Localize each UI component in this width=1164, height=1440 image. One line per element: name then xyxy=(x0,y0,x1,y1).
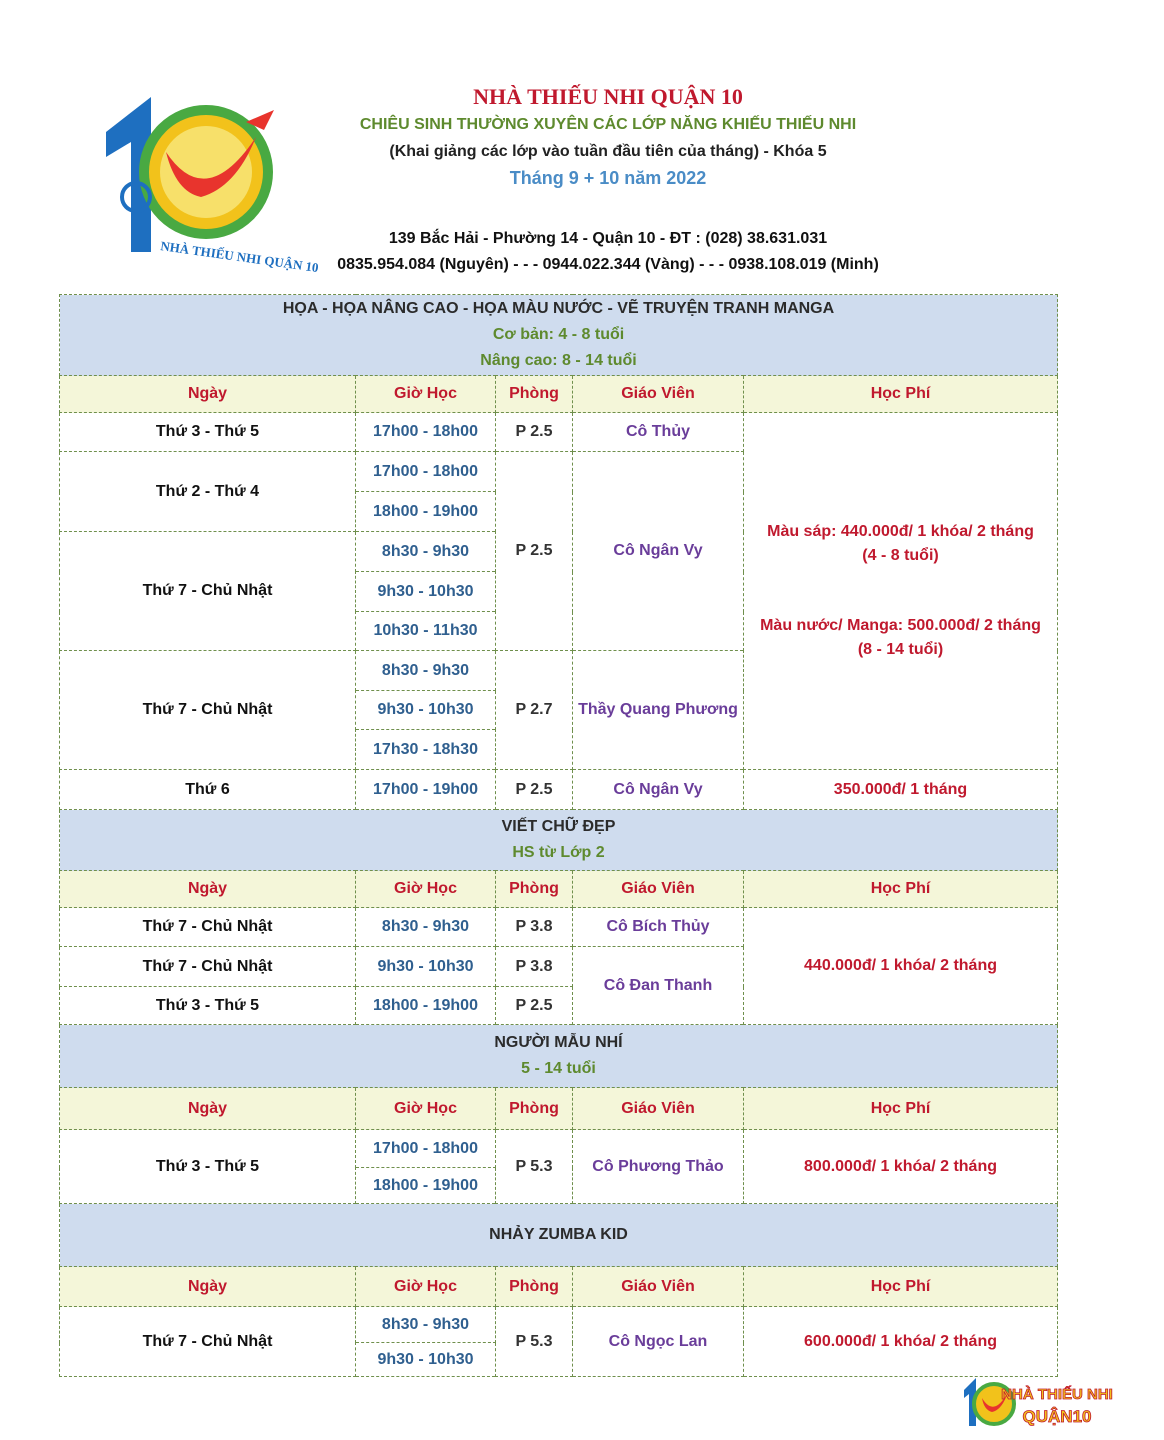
col-room: Phòng xyxy=(496,871,573,908)
fee-wax: Màu sáp: 440.000đ/ 1 khóa/ 2 tháng xyxy=(767,523,1034,540)
section-title: VIẾT CHỮ ĐẸP xyxy=(501,818,616,835)
period-label: Tháng 9 + 10 năm 2022 xyxy=(509,168,707,188)
col-room: Phòng xyxy=(496,1267,573,1307)
col-day: Ngày xyxy=(60,376,356,413)
room-cell: P 2.7 xyxy=(496,651,573,770)
table-row xyxy=(60,1307,1058,1343)
time-cell: 17h00 - 18h00 xyxy=(356,1130,496,1168)
section-title: NGƯỜI MẪU NHÍ xyxy=(494,1034,623,1051)
col-fee: Học Phí xyxy=(744,376,1058,413)
time-cell: 8h30 - 9h30 xyxy=(356,532,496,572)
day-cell: Thứ 7 - Chủ Nhật xyxy=(60,947,356,987)
enrollment-subtitle: CHIÊU SINH THƯỜNG XUYÊN CÁC LỚP NĂNG KHIẾU THIẾU NHI xyxy=(359,116,857,133)
room-cell: P 5.3 xyxy=(496,1307,573,1377)
col-day: Ngày xyxy=(60,1088,356,1130)
col-room: Phòng xyxy=(496,376,573,413)
col-teacher: Giáo Viên xyxy=(573,871,744,908)
room-cell: P 2.5 xyxy=(496,770,573,810)
day-cell: Thứ 7 - Chủ Nhật xyxy=(60,1307,356,1377)
section-title: NHẢY ZUMBA KID xyxy=(489,1226,628,1243)
time-cell: 18h00 - 19h00 xyxy=(356,492,496,532)
col-time: Giờ Học xyxy=(356,1088,496,1130)
fee-water: Màu nước/ Manga: 500.000đ/ 2 tháng xyxy=(760,617,1041,634)
teacher-cell: Cô Ngân Vy xyxy=(573,452,744,651)
col-time: Giờ Học xyxy=(356,376,496,413)
address-line: 139 Bắc Hải - Phường 14 - Quận 10 - ĐT : (028) 38.631.031 xyxy=(388,230,828,247)
teacher-cell: Cô Phương Thảo xyxy=(573,1130,744,1204)
teacher-cell: Cô Ngọc Lan xyxy=(573,1307,744,1377)
phone-line: 0835.954.084 (Nguyên) - - - 0944.022.344 (Vàng) - - - 0938.108.019 (Minh) xyxy=(337,256,879,273)
opening-note: (Khai giảng các lớp vào tuần đầu tiên của tháng) - Khóa 5 xyxy=(389,143,827,160)
room-cell: P 2.5 xyxy=(496,452,573,651)
section-header-calligraphy xyxy=(60,810,1058,871)
time-cell: 10h30 - 11h30 xyxy=(356,612,496,651)
col-fee: Học Phí xyxy=(744,1267,1058,1307)
section-subtitle: Nâng cao: 8 - 14 tuổi xyxy=(480,352,637,369)
time-cell: 9h30 - 10h30 xyxy=(356,572,496,612)
col-day: Ngày xyxy=(60,871,356,908)
teacher-cell: Thầy Quang Phương xyxy=(573,651,744,770)
time-cell: 9h30 - 10h30 xyxy=(356,691,496,730)
day-cell: Thứ 6 xyxy=(60,770,356,810)
teacher-cell: Cô Bích Thủy xyxy=(573,908,744,947)
column-header-row xyxy=(60,376,1058,413)
day-cell: Thứ 3 - Thứ 5 xyxy=(60,413,356,452)
col-time: Giờ Học xyxy=(356,1267,496,1307)
schedule-table xyxy=(59,294,1058,1377)
time-cell: 9h30 - 10h30 xyxy=(356,947,496,987)
day-cell: Thứ 7 - Chủ Nhật xyxy=(60,532,356,651)
section-title: HỌA - HỌA NÂNG CAO - HỌA MÀU NƯỚC - VẼ TRUYỆN TRANH MANGA xyxy=(282,300,835,317)
fee-cell xyxy=(744,413,1058,770)
room-cell: P 2.5 xyxy=(496,413,573,452)
fee-cell: 600.000đ/ 1 khóa/ 2 tháng xyxy=(744,1307,1058,1377)
day-cell: Thứ 3 - Thứ 5 xyxy=(60,1130,356,1204)
section-header-art xyxy=(60,295,1058,376)
col-teacher: Giáo Viên xyxy=(573,1267,744,1307)
table-row xyxy=(60,770,1058,810)
time-cell: 17h00 - 18h00 xyxy=(356,452,496,492)
fee-cell: 350.000đ/ 1 tháng xyxy=(744,770,1058,810)
time-cell: 8h30 - 9h30 xyxy=(356,908,496,947)
room-cell: P 2.5 xyxy=(496,987,573,1025)
col-fee: Học Phí xyxy=(744,1088,1058,1130)
time-cell: 18h00 - 19h00 xyxy=(356,987,496,1025)
teacher-cell: Cô Đan Thanh xyxy=(573,947,744,1025)
room-cell: P 3.8 xyxy=(496,908,573,947)
col-teacher: Giáo Viên xyxy=(573,376,744,413)
section-subtitle: Cơ bản: 4 - 8 tuổi xyxy=(492,326,625,343)
section-header-model xyxy=(60,1025,1058,1088)
col-teacher: Giáo Viên xyxy=(573,1088,744,1130)
teacher-cell: Cô Ngân Vy xyxy=(573,770,744,810)
fee-cell: 440.000đ/ 1 khóa/ 2 tháng xyxy=(744,908,1058,1025)
time-cell: 18h00 - 19h00 xyxy=(356,1168,496,1204)
section-header-zumba xyxy=(60,1204,1058,1267)
room-cell: P 3.8 xyxy=(496,947,573,987)
time-cell: 17h30 - 18h30 xyxy=(356,730,496,770)
section-subtitle: HS từ Lớp 2 xyxy=(512,844,605,861)
room-cell: P 5.3 xyxy=(496,1130,573,1204)
column-header-row xyxy=(60,1088,1058,1130)
fee-water-age: (8 - 14 tuổi) xyxy=(857,641,944,658)
day-cell: Thứ 2 - Thứ 4 xyxy=(60,452,356,532)
table-row xyxy=(60,1130,1058,1168)
section-subtitle: 5 - 14 tuổi xyxy=(521,1060,596,1077)
col-time: Giờ Học xyxy=(356,871,496,908)
time-cell: 8h30 - 9h30 xyxy=(356,1307,496,1343)
day-cell: Thứ 7 - Chủ Nhật xyxy=(60,908,356,947)
fee-wax-age: (4 - 8 tuổi) xyxy=(862,547,939,564)
table-row xyxy=(60,908,1058,947)
table-row xyxy=(60,413,1058,452)
svg-text:QUẬN10: QUẬN10 xyxy=(1022,1407,1092,1426)
col-day: Ngày xyxy=(60,1267,356,1307)
time-cell: 17h00 - 18h00 xyxy=(356,413,496,452)
col-fee: Học Phí xyxy=(744,871,1058,908)
time-cell: 17h00 - 19h00 xyxy=(356,770,496,810)
svg-text:NHÀ THIẾU NHI QUẬN 10: NHÀ THIẾU NHI QUẬN 10 xyxy=(159,238,320,276)
day-cell: Thứ 3 - Thứ 5 xyxy=(60,987,356,1025)
time-cell: 8h30 - 9h30 xyxy=(356,651,496,691)
time-cell: 9h30 - 10h30 xyxy=(356,1343,496,1377)
column-header-row xyxy=(60,871,1058,908)
col-room: Phòng xyxy=(496,1088,573,1130)
svg-text:NHÀ THIẾU NHI: NHÀ THIẾU NHI xyxy=(1001,1386,1113,1403)
fee-cell: 800.000đ/ 1 khóa/ 2 tháng xyxy=(744,1130,1058,1204)
column-header-row xyxy=(60,1267,1058,1307)
brand-corner-logo xyxy=(960,1374,1113,1434)
teacher-cell: Cô Thủy xyxy=(573,413,744,452)
org-title: NHÀ THIẾU NHI QUẬN 10 xyxy=(473,84,743,109)
day-cell: Thứ 7 - Chủ Nhật xyxy=(60,651,356,770)
